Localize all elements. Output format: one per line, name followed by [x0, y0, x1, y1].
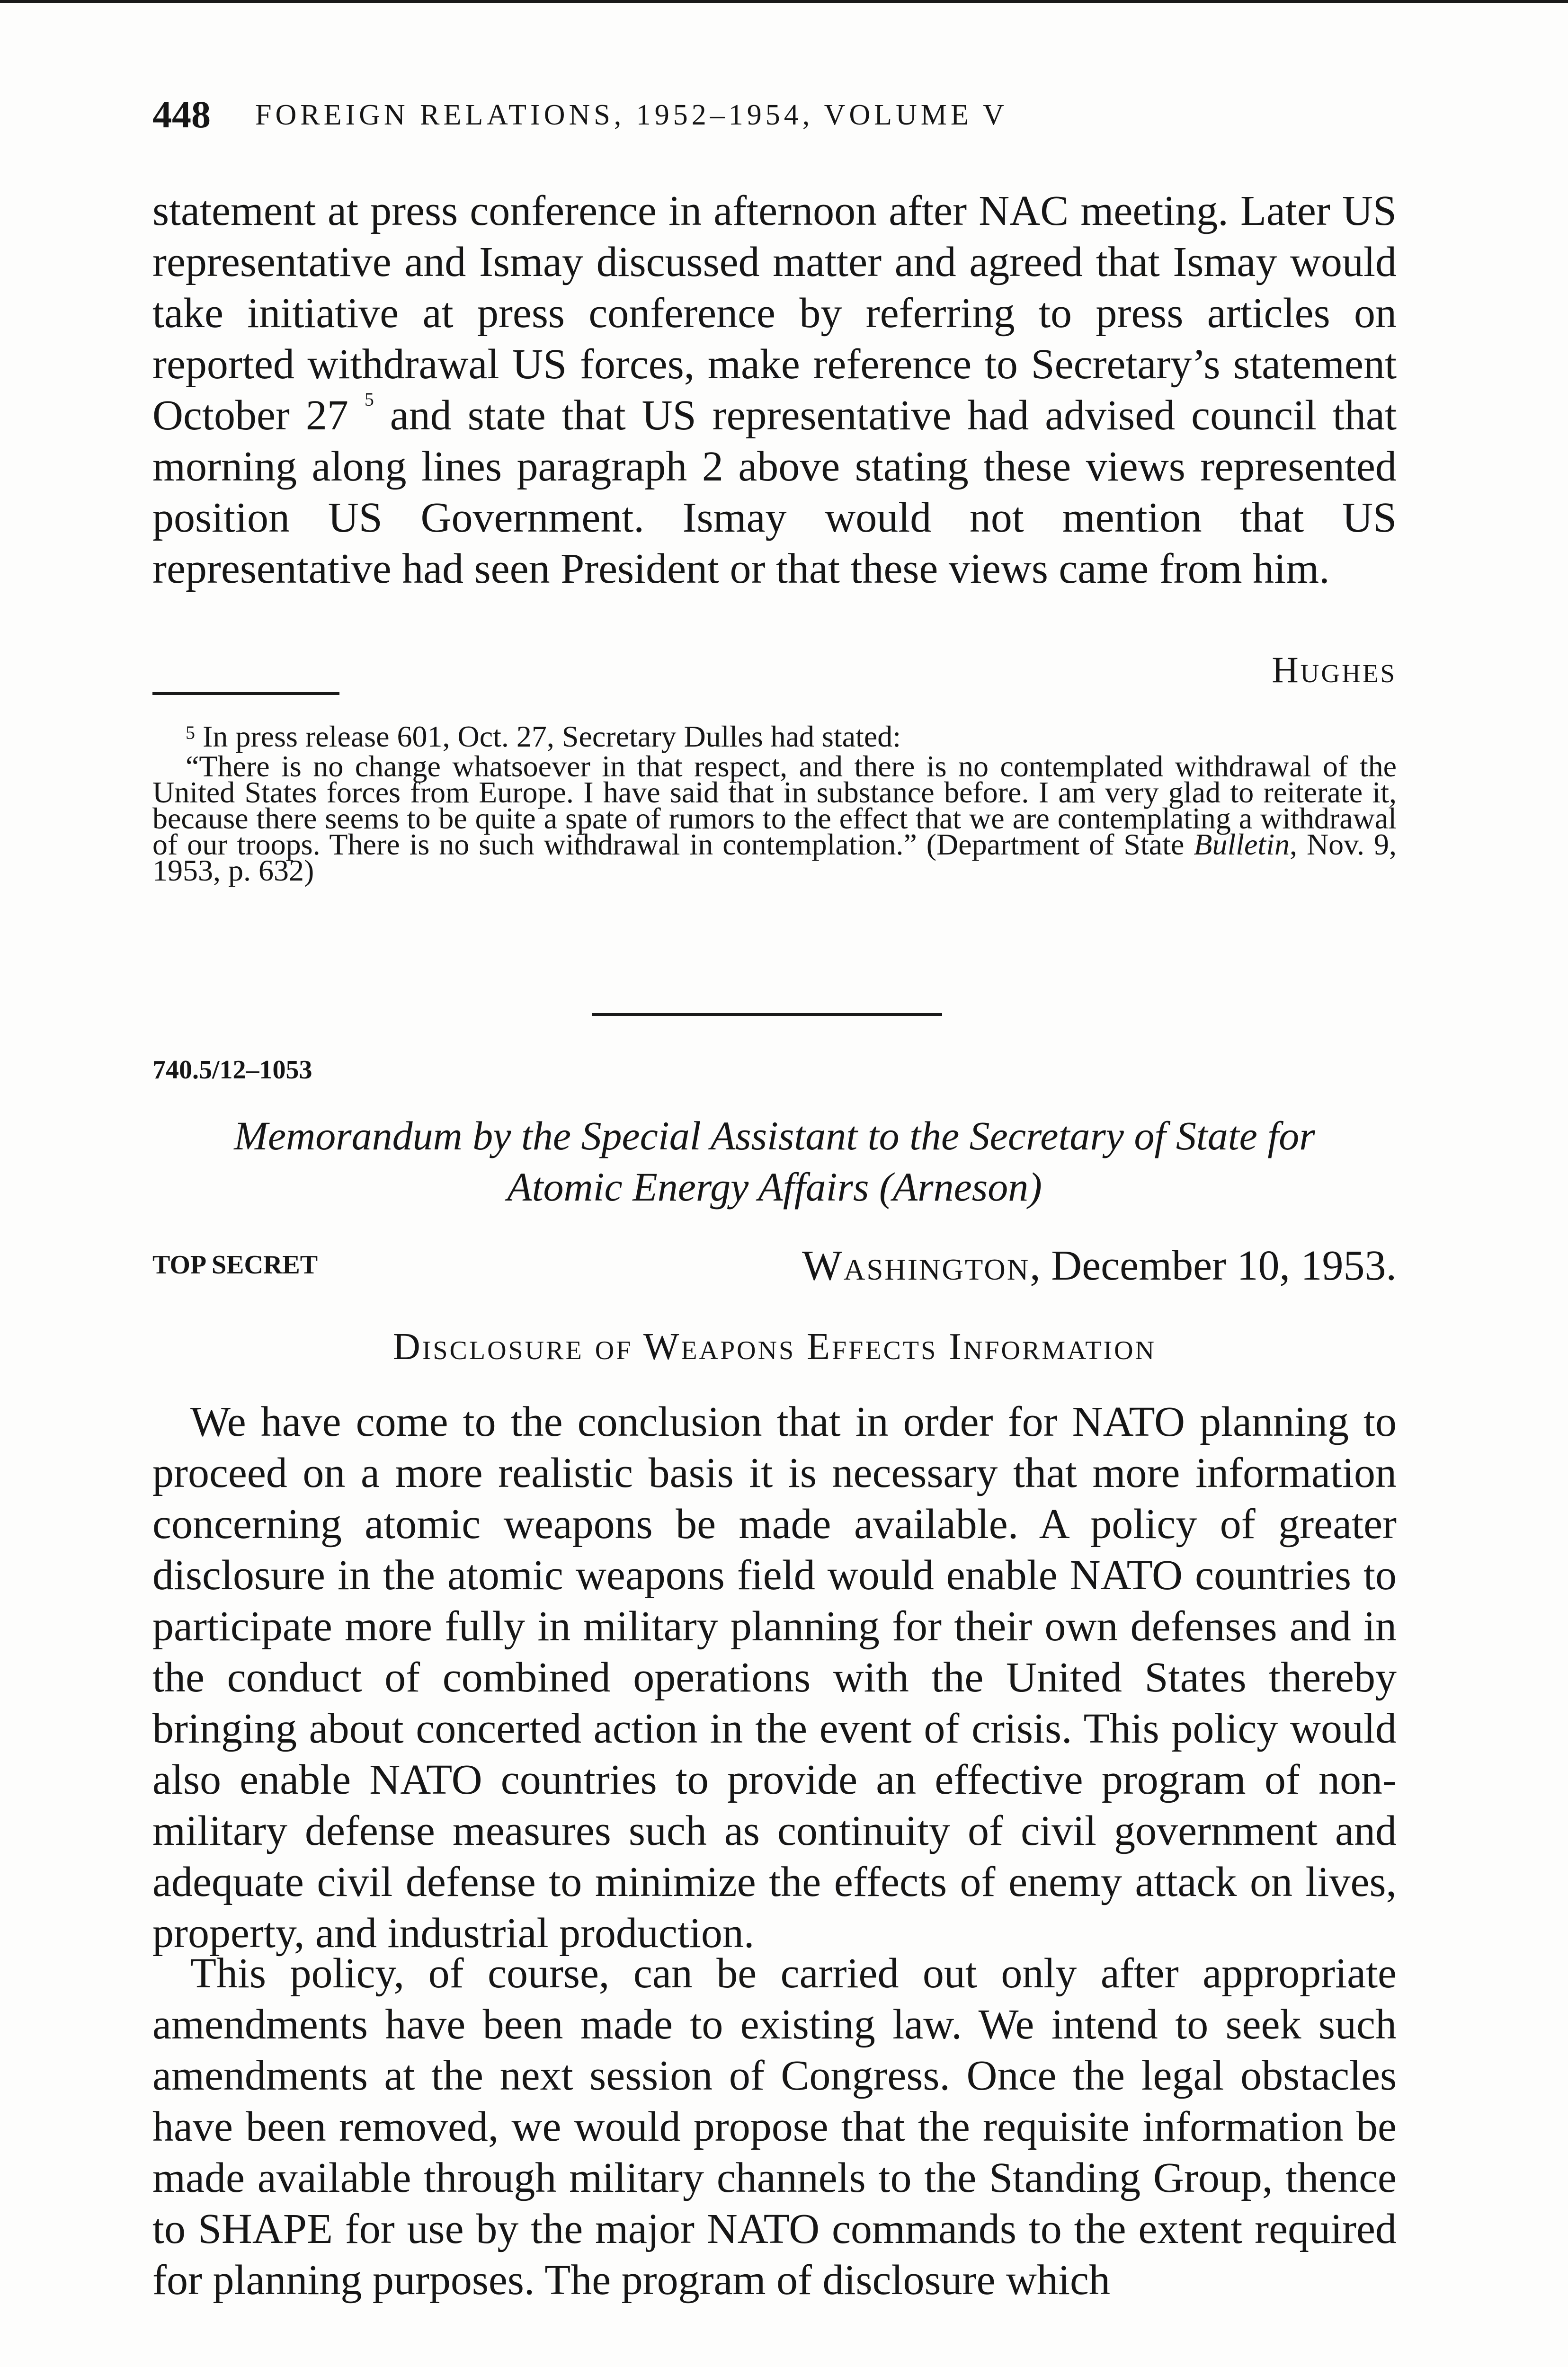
- classification-marking: TOP SECRET: [152, 1250, 318, 1280]
- body-paragraph-1: We have come to the conclusion that in order for NATO planning to proceed on a more realistic basis it is necessary that more information concerning atomic weapons be made available. A policy of greater disclosure in the atomic weapons field would enable NATO countries to participate more fully in military planning for their own defenses and in the conduct of combined operations with the United States thereby bringing about concerted action in the event of crisis. This policy would also enable NATO countries to provide an effective program of non-military defense measures such as continuity of civil government and adequate civil defense to minimize the effects of enemy attack on lives, property, and industrial production.: [152, 1398, 1397, 1957]
- signature: Hughes: [1272, 649, 1397, 690]
- footnote-divider: [152, 692, 339, 695]
- memo-title-line-1: Memorandum by the Special Assistant to the Secretary of State for: [234, 1113, 1315, 1158]
- memo-title: [152, 1110, 1397, 1212]
- running-head: FOREIGN RELATIONS, 1952–1954, VOLUME V: [255, 99, 1008, 131]
- top-border-rule: [0, 0, 1568, 3]
- footnote-quote-text: “There is no change whatsoever in that respect, and there is no contemplated withdrawal of the United States forces from Europe. I have said that in substance before. I am very glad to reiterate it, because there seems to be quite a spate of rumors to the effect that we are contemplating a withdrawal of our troops. There is no such withdrawal in contemplation.” (Department of State: [152, 749, 1397, 861]
- subject-heading: Disclosure of Weapons Effects Information: [392, 1326, 1157, 1368]
- footnote-reference[interactable]: 5: [364, 389, 374, 410]
- footnote-citation-title: Bulletin: [1194, 828, 1290, 861]
- footnote-citation-end: , Nov. 9, 1953, p. 632): [152, 828, 1397, 887]
- dateline-place: Washington: [802, 1242, 1030, 1289]
- page-header: [152, 92, 1397, 154]
- memo-title-line-2: Atomic Energy Affairs (Arneson): [507, 1164, 1042, 1210]
- dateline: [152, 1241, 1397, 1290]
- footnote-quote: [152, 749, 1397, 887]
- carryover-paragraph: [152, 186, 1397, 595]
- section-divider: [592, 1013, 942, 1016]
- footnote-intro-text: In press release 601, Oct. 27, Secretary Dulles had stated:: [195, 720, 901, 753]
- page-number: 448: [152, 93, 211, 136]
- body-paragraph-2: This policy, of course, can be carried out only after appropriate amendments have been made to existing law. We intend to seek such amendments at the next session of Congress. Once the legal obstacles have been removed, we would propose that the requisite information be made available through military channels to the Standing Group, thence to SHAPE for use by the major NATO commands to the extent required for planning purposes. The program of disclosure which: [152, 1950, 1397, 2304]
- footnote-marker: 5: [186, 722, 195, 743]
- carryover-text-end: and state that US representative had advised council that morning along lines paragraph 2 above stating these views represented position US Government. Ismay would not mention that US representative had seen President or that these views came from him.: [152, 392, 1397, 592]
- footnote: [152, 720, 1397, 887]
- footnote-intro: [152, 720, 1397, 753]
- dateline-date: , December 10, 1953.: [1030, 1242, 1397, 1289]
- file-number: 740.5/12–1053: [152, 1055, 312, 1085]
- carryover-text: statement at press conference in afternoon after NAC meeting. Later US representative and Ismay discussed matter and agreed that Ismay would take initiative at press conference by referring to press articles on reported withdrawal US forces, make reference to Secretary’s statement October 27: [152, 187, 1397, 439]
